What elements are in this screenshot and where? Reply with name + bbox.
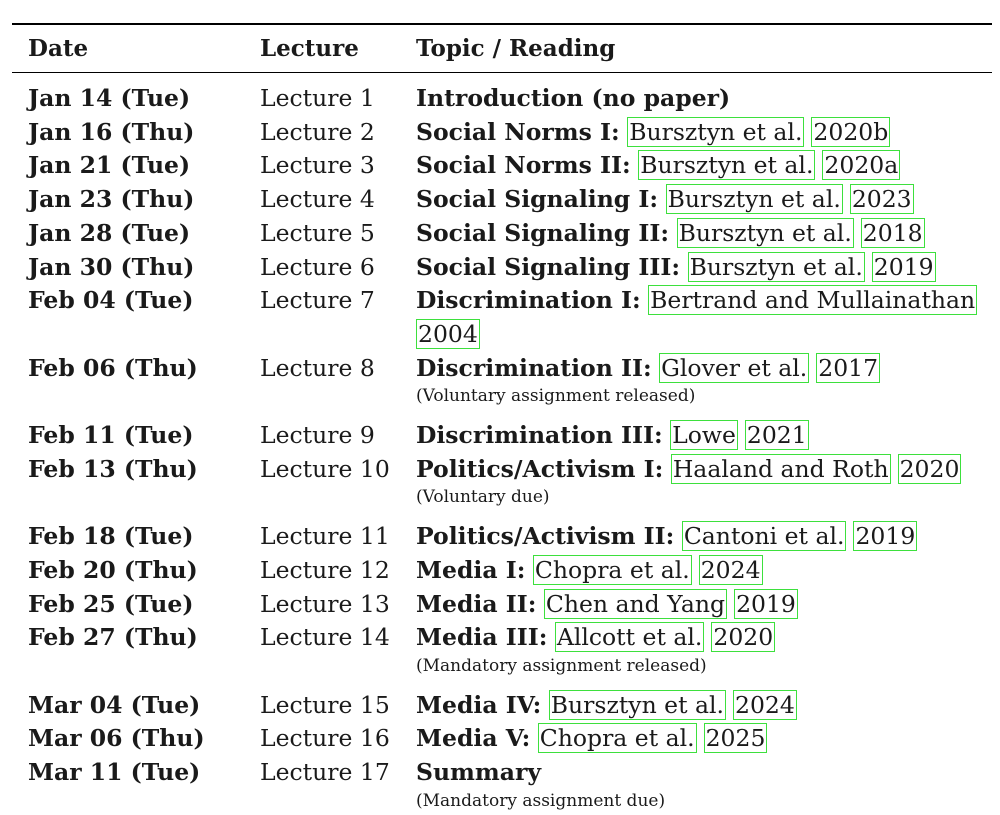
topic-label: Social Norms I: xyxy=(416,117,620,146)
row-date: Feb 11 (Tue) xyxy=(28,421,194,449)
row-date: Mar 06 (Thu) xyxy=(28,724,205,753)
row-topic-continuation xyxy=(416,319,480,349)
topic-label: Politics/Activism I: xyxy=(416,454,664,483)
row-lecture: Lecture 12 xyxy=(260,555,390,584)
topic-label: Media III: xyxy=(416,623,548,652)
row-lecture: Lecture 14 xyxy=(260,623,390,652)
row-lecture: Lecture 9 xyxy=(260,421,375,449)
topic-label: Social Signaling I: xyxy=(416,185,659,214)
row-topic xyxy=(416,420,809,450)
row-date: Mar 11 (Tue) xyxy=(28,758,201,786)
row-topic xyxy=(416,117,890,147)
citation-year-link[interactable]: 2017 xyxy=(818,353,879,382)
row-topic xyxy=(416,83,730,113)
topic-label: Media I: xyxy=(416,555,526,584)
row-lecture: Lecture 15 xyxy=(260,690,390,719)
citation-author-link[interactable]: Haaland and Roth xyxy=(672,454,889,483)
citation-year-link[interactable]: 2018 xyxy=(862,218,923,247)
row-topic xyxy=(416,589,798,619)
row-date: Mar 04 (Tue) xyxy=(28,690,201,719)
topic-label: Social Signaling III: xyxy=(416,252,681,281)
row-date: Jan 28 (Tue) xyxy=(28,218,191,247)
topic-label: Social Norms II: xyxy=(416,151,631,180)
citation-author-link[interactable]: Bursztyn et al. xyxy=(667,185,841,214)
topic-label: Introduction (no paper) xyxy=(416,84,731,112)
row-lecture: Lecture 10 xyxy=(260,454,390,483)
row-date: Feb 20 (Thu) xyxy=(28,555,198,584)
row-lecture: Lecture 13 xyxy=(260,589,390,618)
row-date: Feb 27 (Thu) xyxy=(28,623,198,652)
citation-author-link[interactable]: Chopra et al. xyxy=(539,724,695,753)
citation-year-link[interactable]: 2019 xyxy=(873,252,934,281)
citation-author-link[interactable]: Bertrand and Mullainathan xyxy=(650,286,976,315)
row-note: (Voluntary due) xyxy=(416,487,550,508)
citation-year-link[interactable]: 2021 xyxy=(746,421,807,449)
row-topic xyxy=(416,353,880,383)
citation-author-link[interactable]: Chopra et al. xyxy=(534,555,690,584)
row-lecture: Lecture 6 xyxy=(260,252,375,281)
row-topic xyxy=(416,218,925,248)
topic-label: Social Signaling II: xyxy=(416,218,670,247)
topic-label: Discrimination I: xyxy=(416,286,641,315)
row-date: Jan 23 (Thu) xyxy=(28,185,195,214)
row-date: Feb 13 (Thu) xyxy=(28,454,198,483)
citation-year-link[interactable]: 2024 xyxy=(735,690,795,719)
citation-author-link[interactable]: Glover et al. xyxy=(661,353,808,382)
citation-year-link[interactable]: 2019 xyxy=(736,589,796,618)
row-date: Feb 04 (Tue) xyxy=(28,286,194,315)
row-date: Feb 25 (Tue) xyxy=(28,589,194,618)
citation-author-link[interactable]: Bursztyn et al. xyxy=(629,117,803,146)
row-topic xyxy=(416,150,900,180)
citation-author-link[interactable]: Bursztyn et al. xyxy=(550,690,724,719)
citation-author-link[interactable]: Chen and Yang xyxy=(545,589,726,618)
citation-year-link[interactable]: 2025 xyxy=(705,724,766,753)
row-lecture: Lecture 2 xyxy=(260,117,375,146)
citation-author-link[interactable]: Bursztyn et al. xyxy=(689,252,863,281)
row-lecture: Lecture 11 xyxy=(260,522,390,551)
citation-author-link[interactable]: Allcott et al. xyxy=(556,623,703,652)
row-topic xyxy=(416,521,917,551)
row-lecture: Lecture 5 xyxy=(260,218,375,247)
citation-year-link[interactable]: 2020a xyxy=(824,151,899,180)
citation-year-link[interactable]: 2020 xyxy=(713,623,774,652)
row-topic xyxy=(416,757,541,787)
row-topic xyxy=(416,723,767,753)
citation-year-link[interactable]: 2020 xyxy=(899,454,960,483)
row-date: Jan 14 (Tue) xyxy=(28,84,191,112)
row-topic xyxy=(416,252,936,282)
citation-author-link[interactable]: Lowe xyxy=(672,421,736,449)
row-topic xyxy=(416,285,977,315)
topic-label: Discrimination II: xyxy=(416,353,652,382)
row-lecture: Lecture 16 xyxy=(260,724,390,753)
row-topic xyxy=(416,184,914,214)
topic-label: Media II: xyxy=(416,589,537,618)
row-date: Jan 30 (Thu) xyxy=(28,252,195,281)
row-note: (Voluntary assignment released) xyxy=(416,386,696,407)
row-note: (Mandatory assignment released) xyxy=(416,655,707,676)
citation-year-link[interactable]: 2024 xyxy=(700,555,761,584)
citation-year-link[interactable]: 2020b xyxy=(813,117,889,146)
row-note: (Mandatory assignment due) xyxy=(416,790,666,811)
citation-author-link[interactable]: Bursztyn et al. xyxy=(678,218,852,247)
row-lecture: Lecture 4 xyxy=(260,185,375,214)
header-lecture: Lecture xyxy=(260,35,359,62)
topic-label: Media IV: xyxy=(416,690,542,719)
row-date: Jan 16 (Thu) xyxy=(28,117,195,146)
citation-year-link[interactable]: 2019 xyxy=(855,522,916,551)
row-lecture: Lecture 17 xyxy=(260,758,390,786)
row-topic xyxy=(416,690,797,720)
row-lecture: Lecture 3 xyxy=(260,151,375,180)
row-lecture: Lecture 8 xyxy=(260,353,375,382)
header-topic: Topic / Reading xyxy=(416,35,616,62)
citation-year-link[interactable]: 2004 xyxy=(418,319,478,348)
row-topic xyxy=(416,622,775,652)
header-date: Date xyxy=(28,35,89,62)
row-date: Feb 18 (Tue) xyxy=(28,522,194,551)
citation-author-link[interactable]: Bursztyn et al. xyxy=(640,151,814,180)
topic-label: Politics/Activism II: xyxy=(416,522,675,551)
row-lecture: Lecture 1 xyxy=(260,84,375,112)
row-topic xyxy=(416,454,961,484)
citation-author-link[interactable]: Cantoni et al. xyxy=(683,522,845,551)
row-date: Jan 21 (Tue) xyxy=(28,151,191,180)
topic-label: Discrimination III: xyxy=(416,421,663,449)
topic-label: Media V: xyxy=(416,724,531,753)
row-topic xyxy=(416,555,763,585)
row-date: Feb 06 (Thu) xyxy=(28,353,198,382)
row-lecture: Lecture 7 xyxy=(260,286,375,315)
topic-label: Summary xyxy=(416,758,542,786)
citation-year-link[interactable]: 2023 xyxy=(851,185,912,214)
